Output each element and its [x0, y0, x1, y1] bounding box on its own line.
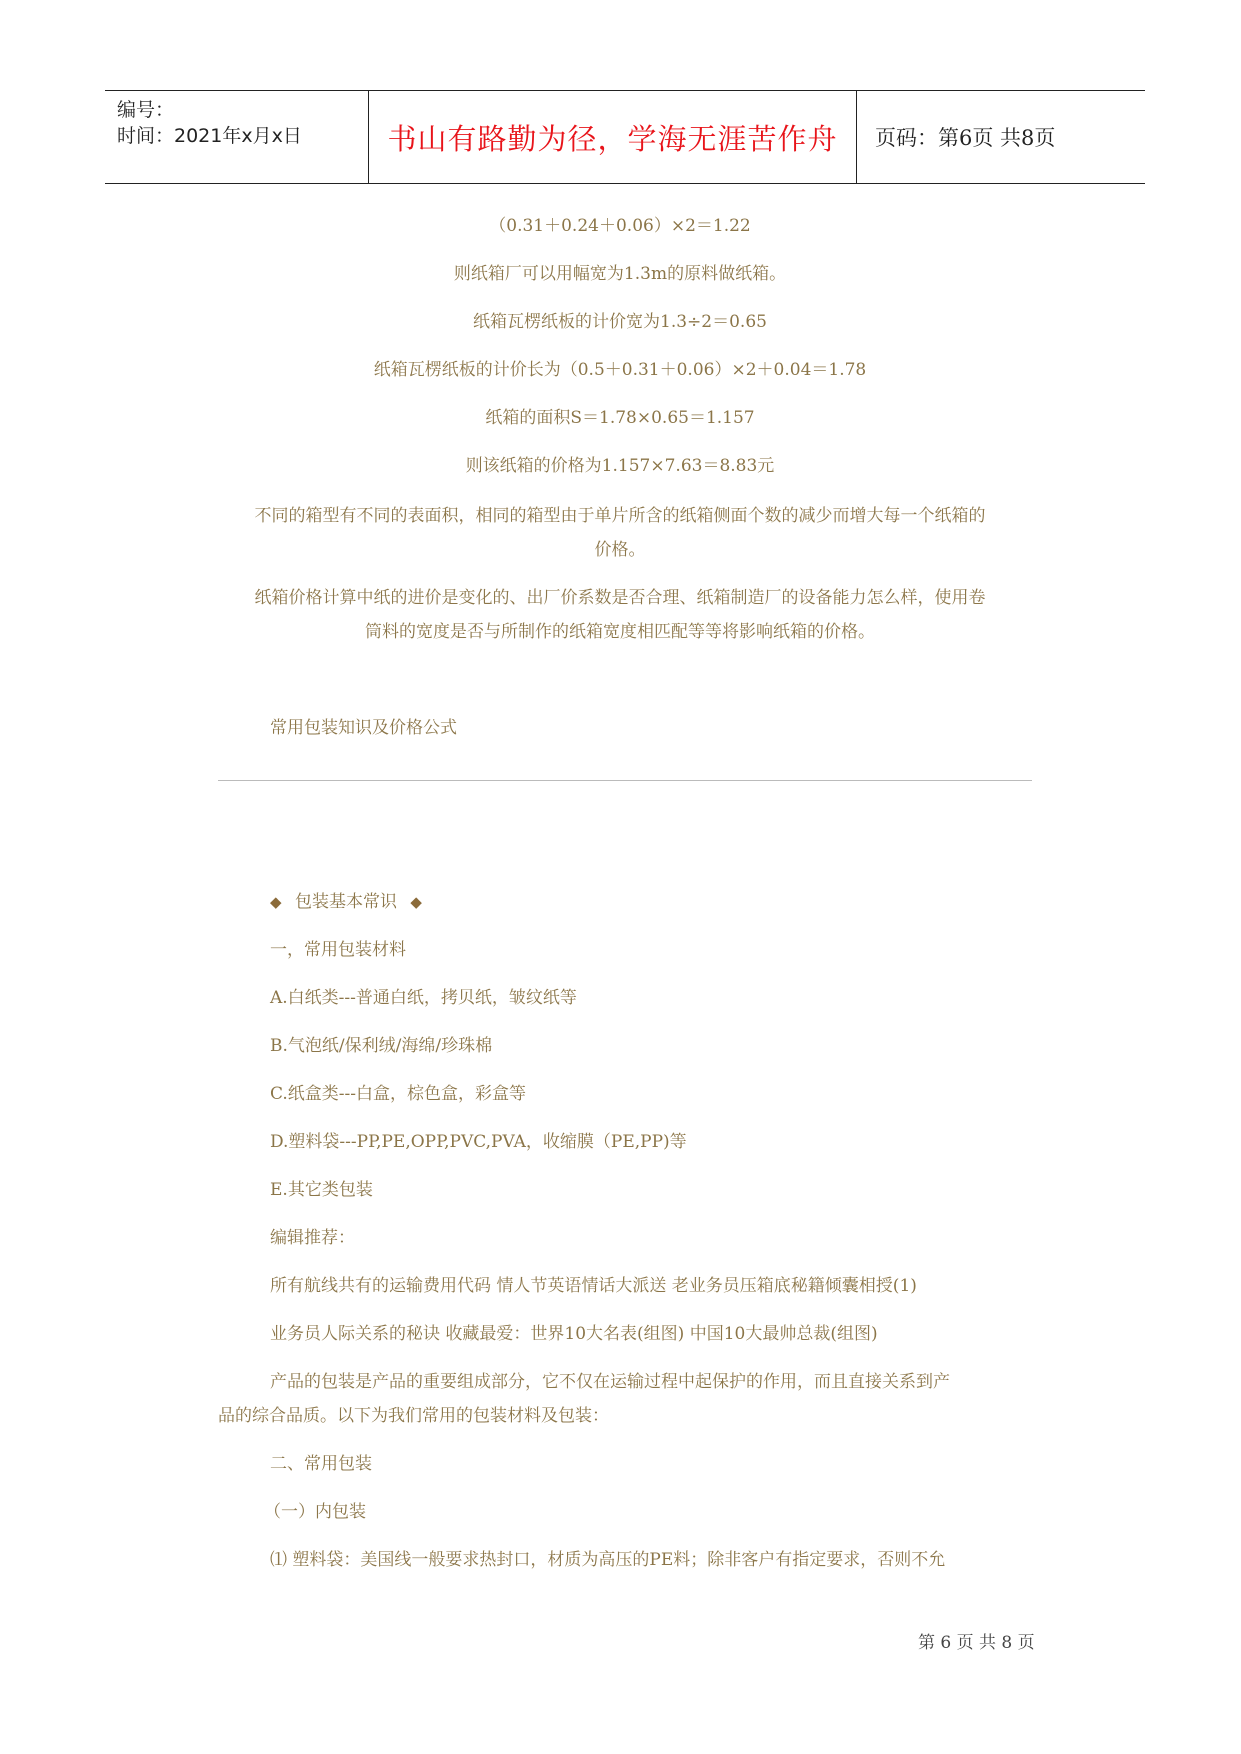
recommended-links[interactable]: 所有航线共有的运输费用代码 情人节英语情话大派送 老业务员压箱底秘籍倾囊相授(1) — [270, 1276, 917, 1296]
paragraph-line: 筒料的宽度是否与所制作的纸箱宽度相匹配等等将影响纸箱的价格。 — [365, 622, 875, 642]
recommended-links[interactable]: 业务员人际关系的秘诀 收藏最爱：世界10大名表(组图) 中国10大最帅总裁(组图) — [270, 1324, 878, 1344]
list-item: D.塑料袋---PP,PE,OPP,PVC,PVA，收缩膜（PE,PP)等 — [270, 1132, 687, 1152]
section-heading — [270, 890, 422, 914]
section-heading-text: 包装基本常识 — [294, 892, 397, 912]
diamond-icon: ◆ — [410, 893, 422, 911]
formula-line: 纸箱瓦楞纸板的计价宽为1.3÷2＝0.65 — [473, 312, 767, 332]
list-item: 一，常用包装材料 — [270, 940, 406, 960]
header-divider-left — [368, 91, 369, 183]
page-footer: 第 6 页 共 8 页 — [918, 1633, 1035, 1653]
list-item: 二、常用包装 — [270, 1454, 372, 1474]
document-number-label: 编号： — [117, 99, 175, 121]
list-item: B.气泡纸/保利绒/海绵/珍珠棉 — [270, 1036, 493, 1056]
list-item: 编辑推荐： — [270, 1228, 355, 1248]
document-time-label: 时间：2021年x月x日 — [117, 125, 302, 147]
paragraph-line: 产品的包装是产品的重要组成部分，它不仅在运输过程中起保护的作用，而且直接关系到产 — [270, 1372, 950, 1392]
formula-line: 则该纸箱的价格为1.157×7.63＝8.83元 — [465, 456, 775, 476]
paragraph-line: 价格。 — [594, 540, 646, 560]
page-header — [105, 90, 1145, 184]
list-item: E.其它类包装 — [270, 1180, 373, 1200]
list-item: A.白纸类---普通白纸，拷贝纸，皱纹纸等 — [270, 988, 577, 1008]
header-motto: 书山有路勤为径，学海无涯苦作舟 — [387, 121, 838, 156]
paragraph-line: 品的综合品质。以下为我们常用的包装材料及包装： — [218, 1406, 609, 1426]
horizontal-rule — [218, 780, 1032, 781]
list-item: （一）内包装 — [264, 1502, 366, 1522]
formula-line: 纸箱瓦楞纸板的计价长为（0.5＋0.31＋0.06）×2＋0.04＝1.78 — [373, 360, 867, 380]
list-item: ⑴ 塑料袋：美国线一般要求热封口，材质为高压的PE料；除非客户有指定要求，否则不允 — [270, 1550, 946, 1570]
formula-line: 则纸箱厂可以用幅宽为1.3m的原料做纸箱。 — [453, 264, 787, 284]
article-title: 常用包装知识及价格公式 — [270, 718, 457, 738]
paragraph-line: 纸箱价格计算中纸的进价是变化的、出厂价系数是否合理、纸箱制造厂的设备能力怎么样，使用卷 — [254, 588, 986, 608]
paragraph-line: 不同的箱型有不同的表面积，相同的箱型由于单片所含的纸箱侧面个数的减少而增大每一个纸箱的 — [254, 506, 986, 526]
diamond-icon: ◆ — [270, 893, 282, 911]
header-page-label: 页码：第6页 共8页 — [875, 126, 1056, 150]
header-meta — [117, 91, 367, 183]
list-item: C.纸盒类---白盒，棕色盒，彩盒等 — [270, 1084, 527, 1104]
formula-line: 纸箱的面积S＝1.78×0.65＝1.157 — [485, 408, 755, 428]
formula-line: （0.31＋0.24＋0.06）×2＝1.22 — [489, 216, 751, 236]
